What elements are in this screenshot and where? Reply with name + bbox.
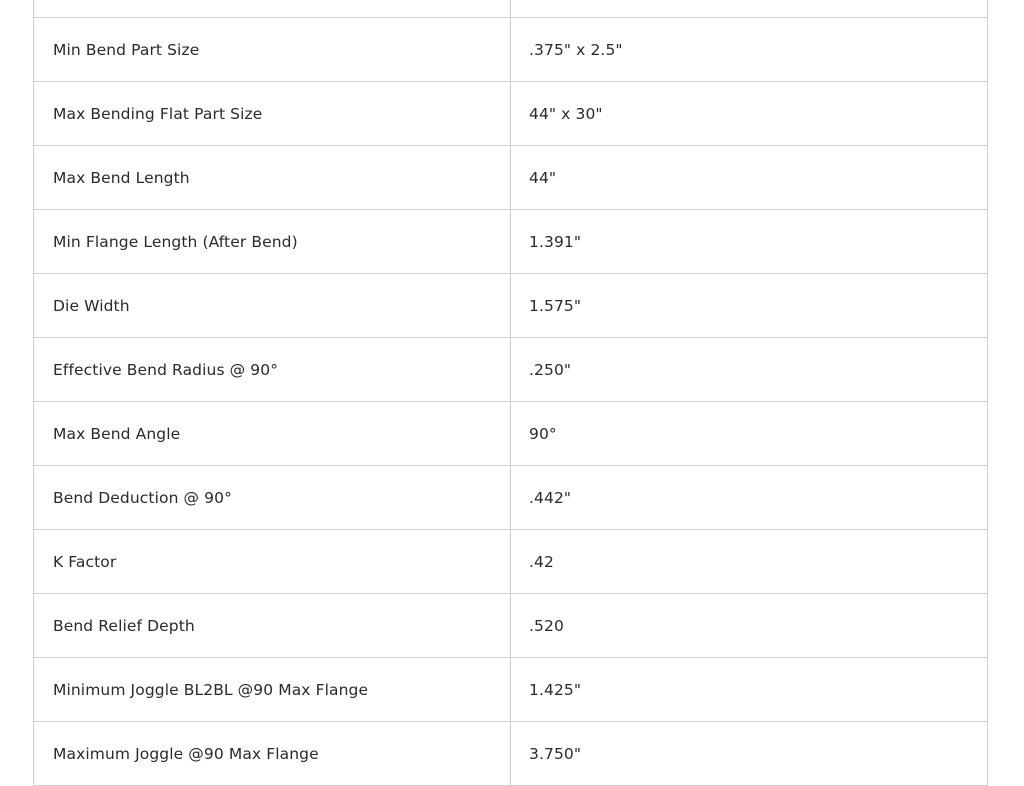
- spec-label: Die Width: [34, 274, 511, 338]
- spec-value: 1.575": [511, 274, 988, 338]
- table-row: [34, 722, 988, 786]
- table-row: [34, 338, 988, 402]
- spec-value: 44": [511, 146, 988, 210]
- table-row: [34, 82, 988, 146]
- spec-label: Maximum Joggle @90 Max Flange: [34, 722, 511, 786]
- spec-label: Max Bending Flat Part Size: [34, 82, 511, 146]
- spec-value: 90°: [511, 402, 988, 466]
- table-row: [34, 594, 988, 658]
- spec-value: .375" x 2.5": [511, 18, 988, 82]
- spec-value: 3.750": [511, 722, 988, 786]
- spec-value: .42: [511, 530, 988, 594]
- spec-value: .520: [511, 594, 988, 658]
- spec-label: Min Bend Part Size: [34, 18, 511, 82]
- spec-label: Max Bend Angle: [34, 402, 511, 466]
- table-row: [34, 658, 988, 722]
- table-row: [34, 0, 988, 18]
- spec-value: [511, 0, 988, 18]
- spec-label: Minimum Joggle BL2BL @90 Max Flange: [34, 658, 511, 722]
- spec-label: [34, 0, 511, 18]
- spec-label: Bend Deduction @ 90°: [34, 466, 511, 530]
- spec-label: Bend Relief Depth: [34, 594, 511, 658]
- table-row: [34, 210, 988, 274]
- spec-label: K Factor: [34, 530, 511, 594]
- specifications-table: [33, 0, 988, 786]
- spec-value: .250": [511, 338, 988, 402]
- spec-value: 1.391": [511, 210, 988, 274]
- spec-value: .442": [511, 466, 988, 530]
- spec-value: 44" x 30": [511, 82, 988, 146]
- table-row: [34, 18, 988, 82]
- table-row: [34, 466, 988, 530]
- table-row: [34, 530, 988, 594]
- spec-value: 1.425": [511, 658, 988, 722]
- table-row: [34, 402, 988, 466]
- spec-label: Effective Bend Radius @ 90°: [34, 338, 511, 402]
- table-row: [34, 146, 988, 210]
- spec-label: Max Bend Length: [34, 146, 511, 210]
- table-row: [34, 274, 988, 338]
- spec-label: Min Flange Length (After Bend): [34, 210, 511, 274]
